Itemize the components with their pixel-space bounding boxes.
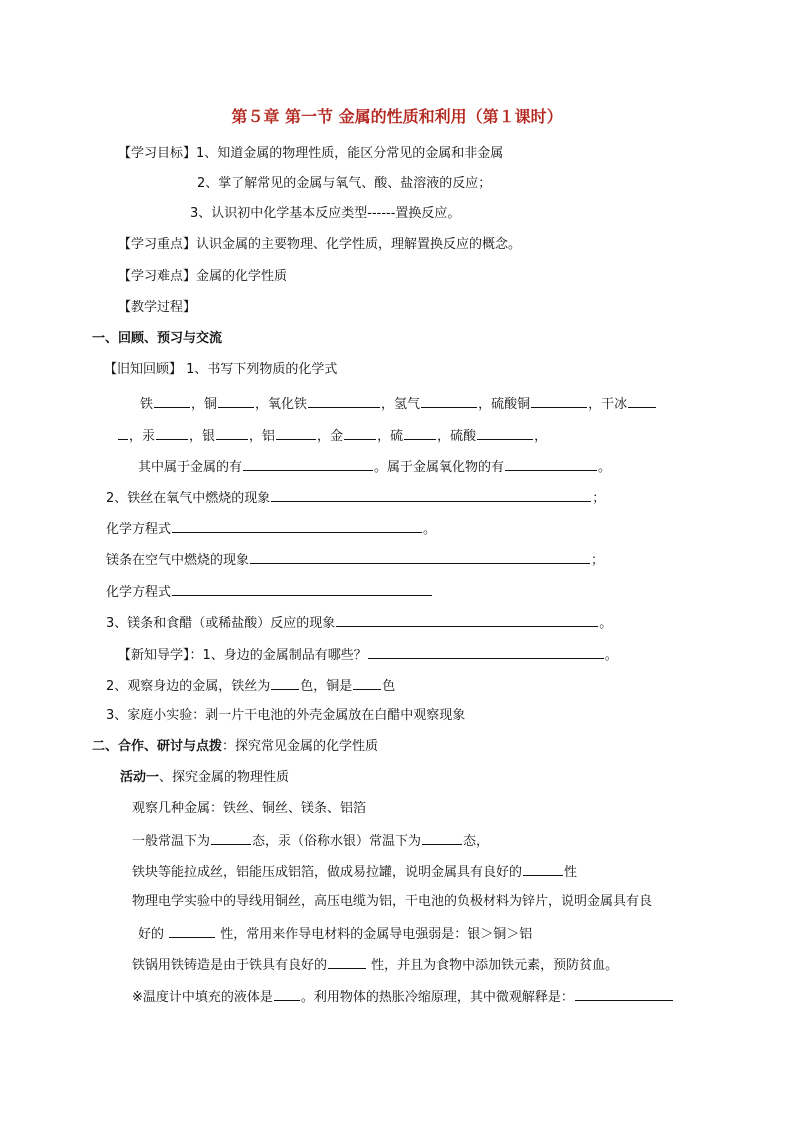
- state-line: 一般常温下为 态，汞（俗称水银）常温下为 态，: [132, 831, 489, 851]
- objective-line-3: 3、认识初中化学基本反应类型------置换反应。: [190, 206, 461, 221]
- section-1-heading: 一、回顾、预习与交流: [92, 331, 223, 346]
- observe-metals: 观察几种金属：铁丝、铜丝、镁条、铝箔: [132, 801, 367, 816]
- activity-1-heading: 活动一、探究金属的物理性质: [120, 770, 290, 785]
- blank-metal-products[interactable]: [368, 645, 604, 659]
- blank-copper-color[interactable]: [353, 676, 381, 690]
- blank-dry-ice[interactable]: [628, 394, 656, 408]
- difficulty: 【学习难点】金属的化学性质: [118, 269, 288, 284]
- key-point: 【学习重点】认识金属的主要物理、化学性质，理解置换反应的概念。: [118, 237, 522, 252]
- blank-silver[interactable]: [216, 426, 248, 440]
- blank-heat-conduction[interactable]: [328, 955, 366, 969]
- blank-mercury[interactable]: [156, 426, 188, 440]
- teaching-process: 【教学过程】: [118, 300, 197, 315]
- iron-pan-line: 铁锅用铁铸造是由于铁具有良好的 性，并且为食物中添加铁元素，预防贫血。: [132, 955, 618, 975]
- mg-burn-line: 镁条在空气中燃烧的现象 ；: [106, 550, 604, 570]
- page-title: 第５章 第一节 金属的性质和利用（第１课时）: [231, 107, 563, 126]
- mg-acid-line: 3、镁条和食醋（或稀盐酸）反应的现象 。: [106, 613, 612, 633]
- blank-equation-1[interactable]: [172, 519, 422, 533]
- ductility-line: 铁块等能拉成丝，铝能压成铝箔，做成易拉罐，说明金属具有良好的 性: [132, 862, 577, 882]
- observe-color-line: 2、观察身边的金属，铁丝为 色，铜是 色: [106, 676, 395, 696]
- blank-copper[interactable]: [218, 394, 254, 408]
- blank-state-general[interactable]: [211, 831, 251, 845]
- home-experiment: 3、家庭小实验：剥一片干电池的外壳金属放在白醋中观察现象: [106, 708, 466, 723]
- conductivity-line-1: 物理电学实验中的导线用铜丝，高压电缆为铝，干电池的负极材料为锌片，说明金属具有良: [132, 894, 653, 909]
- blank-gold[interactable]: [344, 426, 376, 440]
- blank-state-mercury[interactable]: [422, 831, 462, 845]
- section-2-heading: 二、合作、研讨与点拨：探究常见金属的化学性质: [92, 739, 379, 754]
- blank-hydrogen[interactable]: [421, 394, 477, 408]
- equation-line-1: 化学方程式 。: [106, 519, 436, 539]
- blank-sulfur[interactable]: [404, 426, 436, 440]
- blank-conductivity[interactable]: [169, 924, 215, 938]
- blank-iron-oxide[interactable]: [308, 394, 380, 408]
- blank-iron-burn[interactable]: [271, 488, 591, 502]
- formula-row-1: 铁 ，铜 ，氧化铁 ，氢气 ，硫酸铜 ，干冰: [140, 394, 657, 414]
- blank-aluminum[interactable]: [276, 426, 316, 440]
- objective-line-1: 【学习目标】1、知道金属的物理性质，能区分常见的金属和非金属: [118, 146, 504, 161]
- blank-micro-explanation[interactable]: [575, 987, 673, 1001]
- blank-mg-burn[interactable]: [250, 550, 590, 564]
- review-intro: 【旧知回顾】 1、书写下列物质的化学式: [104, 362, 338, 377]
- new-knowledge-line: 【新知导学】：1、身边的金属制品有哪些？ 。: [118, 645, 618, 665]
- blank-ductility[interactable]: [523, 862, 563, 876]
- objective-line-2: 2、掌了解常见的金属与氧气、酸、盐溶液的反应；: [197, 176, 492, 191]
- classification-line: 其中属于金属的有 。属于金属氧化物的有 。: [138, 457, 611, 477]
- formula-row-2: ，汞 ，银 ，铝 ，金 ，硫 ，硫酸 ，: [117, 426, 547, 446]
- blank-metals[interactable]: [243, 457, 373, 471]
- blank-mg-acid[interactable]: [336, 613, 598, 627]
- blank-equation-2[interactable]: [172, 582, 432, 596]
- blank-iron-color[interactable]: [271, 676, 299, 690]
- iron-burn-line: 2、铁丝在氧气中燃烧的现象 ；: [106, 488, 605, 508]
- equation-line-2: 化学方程式: [106, 582, 433, 602]
- thermometer-line: ※温度计中填充的液体是 。利用物体的热胀冷缩原理，其中微观解释是：: [132, 987, 674, 1007]
- conductivity-line-2: 好的 性，常用来作导电材料的金属导电强弱是：银＞铜＞铝: [138, 924, 532, 944]
- blank-thermometer-liquid[interactable]: [274, 987, 300, 1001]
- blank-dry-ice-cont[interactable]: [118, 426, 128, 440]
- blank-sulfuric-acid[interactable]: [477, 426, 533, 440]
- blank-metal-oxides[interactable]: [505, 457, 597, 471]
- blank-iron[interactable]: [154, 394, 190, 408]
- blank-copper-sulfate[interactable]: [531, 394, 587, 408]
